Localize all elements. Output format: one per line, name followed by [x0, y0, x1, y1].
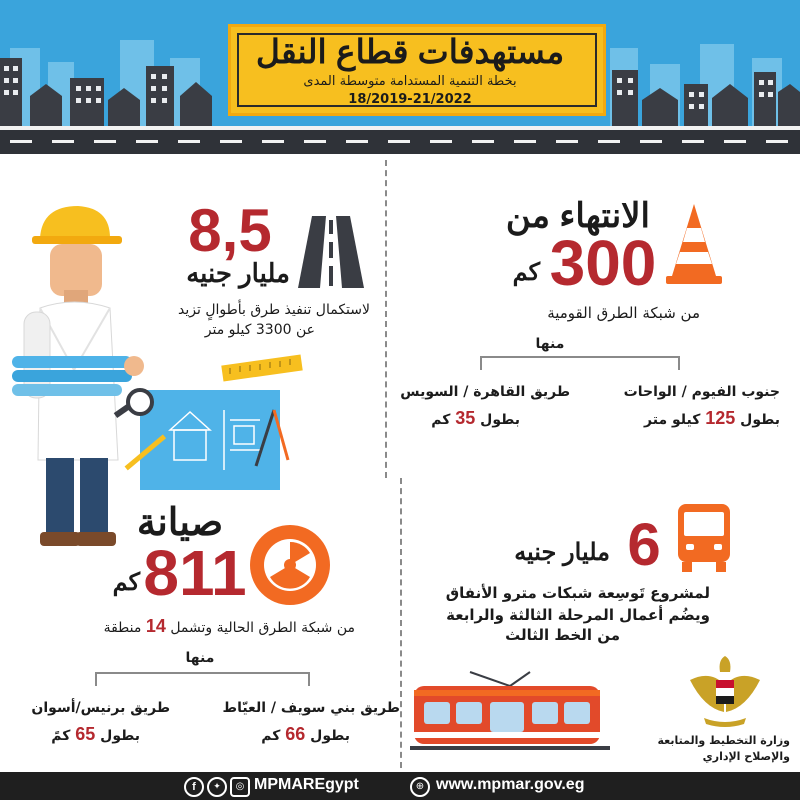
metro-train-illustration — [410, 670, 610, 760]
length-suffix: كيلو متر — [644, 412, 701, 428]
finish-minha: منها — [535, 336, 565, 352]
length-value: 65 — [75, 724, 96, 744]
length-value: 66 — [285, 724, 306, 744]
ministry-eagle-logo — [680, 650, 770, 730]
roads-budget-desc-1: لاستكمال تنفيذ طرق بأطوالٍ تزيد — [178, 302, 370, 318]
length-prefix: بطول — [480, 412, 520, 428]
social-icons — [184, 777, 250, 797]
website-link[interactable]: www.mpmar.gov.eg — [436, 776, 585, 793]
page-title: مستهدفات قطاع النقل — [255, 33, 565, 70]
length-prefix: بطول — [740, 412, 780, 428]
finish-item2-name: طريق القاهرة / السويس — [400, 384, 570, 400]
finish-bracket — [480, 356, 680, 370]
metro-unit: مليار جنيه — [514, 539, 610, 566]
ministry-name-2: والإصلاح الإداري — [702, 750, 790, 763]
finish-item1-name: جنوب الفيوم / الواحات — [623, 384, 780, 400]
length-suffix: كم — [261, 728, 281, 744]
metro-amount: 6 — [627, 511, 661, 578]
finish-item2-length — [390, 408, 520, 429]
maintenance-minha: منها — [185, 650, 215, 666]
length-prefix: بطول — [100, 728, 140, 744]
twitter-icon[interactable]: ✦ — [207, 777, 227, 797]
finish-desc: من شبكة الطرق القومية — [547, 304, 700, 322]
roads-budget-desc-2: عن 3300 كيلو متر — [204, 322, 315, 338]
page-subtitle: بخطة التنمية المستدامة متوسطة المدى — [303, 74, 517, 89]
maintenance-item1-length — [220, 724, 350, 745]
maintenance-item2-name: طريق برنيس/أسوان — [31, 700, 170, 716]
roads-budget-amount: 8,5 — [188, 197, 272, 264]
road-icon — [296, 212, 366, 292]
globe-icon: ⊕ — [410, 777, 430, 797]
metro-desc-2: ويضُم أعمال المرحلة الثالثة والرابعة — [446, 606, 710, 624]
length-prefix: بطول — [310, 728, 350, 744]
maintenance-bracket — [95, 672, 310, 686]
maintenance-desc-post: منطقة — [103, 620, 142, 636]
maintenance-gear-icon — [245, 520, 335, 610]
finish-unit: كم — [512, 259, 540, 286]
maintenance-desc — [30, 616, 355, 637]
length-suffix: كمً — [51, 728, 71, 744]
length-value: 125 — [705, 408, 736, 428]
maintenance-amount: 811 — [143, 537, 247, 609]
divider-vertical — [385, 160, 387, 478]
maintenance-item1-name: طريق بني سويف / العيّاط — [222, 700, 400, 716]
metro-desc-1: لمشروع تَوسِعة شبكات مترو الأنفاق — [445, 584, 710, 602]
length-suffix: كم — [431, 412, 451, 428]
maintenance-desc-value: 14 — [145, 616, 166, 636]
length-value: 35 — [455, 408, 476, 428]
instagram-icon[interactable]: ◎ — [230, 777, 250, 797]
bus-icon — [672, 498, 736, 578]
divider-vertical-lower — [400, 478, 402, 768]
roads-budget-unit: مليار جنيه — [186, 258, 290, 288]
maintenance-heading: صيانة — [136, 502, 224, 544]
social-handle[interactable]: MPMAREgypt — [254, 776, 359, 793]
footer-bar — [0, 772, 800, 800]
facebook-icon[interactable]: f — [184, 777, 204, 797]
finish-heading: الانتهاء من — [505, 197, 650, 235]
traffic-cone-icon — [664, 200, 724, 290]
blueprint-tools-illustration — [110, 350, 310, 500]
plan-period: 18/2019-21/2022 — [348, 92, 472, 107]
finish-item1-length — [600, 408, 780, 429]
metro-desc-3: من الخط الثالث — [505, 626, 620, 644]
maintenance-desc-pre: من شبكة الطرق الحالية وتشمل — [170, 620, 355, 636]
ministry-name-1: وزارة التخطيط والمتابعة — [657, 734, 790, 747]
finish-amount: 300 — [549, 227, 657, 299]
maintenance-item2-length — [20, 724, 140, 745]
maintenance-unit: كم — [112, 569, 140, 596]
